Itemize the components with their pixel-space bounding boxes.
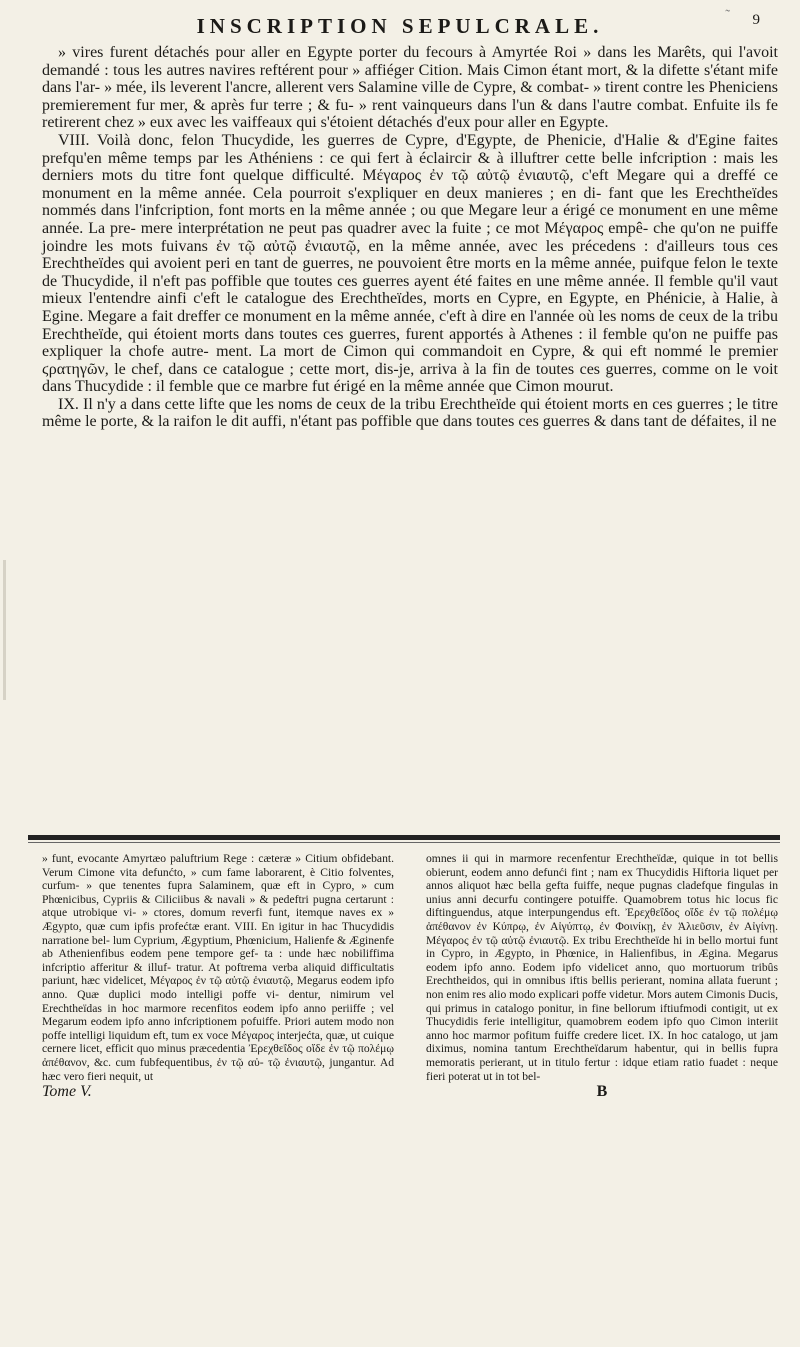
page-edge-shadow: [3, 560, 6, 700]
tome-label: Tome V.: [42, 1083, 92, 1101]
notes-right-text: omnes ii qui in marmore recenfentur Erechtheïdæ, quique in tot bellis obierunt, eodem anno defunći fint ; nam ex Thucydidis Hiftoria liquet per annos aliquot hæc bella gefta fuiffe, neque pugnas cladefque fingulas in unius anni decurfu contingere potuiffe. Quamobrem totus hic locus fic diftinguendus, atque interpungendus eft. Ἐρεχθεΐδος οἵδε ἐν τῷ πολέμῳ ἀπέθανον ἐν Κύπρῳ, ἐν Αἰγύπτῳ, ἐν Φοινίκῃ, ἐν Ἁλιεῦσιν, ἐν Αἰγίνῃ. Μέγαρος ἐν τῷ αὐτῷ ἐνιαυτῷ. Ex tribu Erechtheïde hi in bello mortui funt in Cypro, in Ægypto, in Phœnice, in Halienfibus, in Ægina. Megarus eodem ipfo anno. Eodem ipfo videlicet anno, quo mortuorum tribûs Erechtheidos, qui in omnibus iftis bellis perierant, nomina allata fuerunt ; non enim res alio modo explicari poffe videtur. Mors autem Cimonis Ducis, qui primus in catalogo ponitur, in fine bellorum iftiufmodi contigit, ut ex Thucydidis ferie intelligitur, quamobrem eodem ipfo quo Cimon interiit anno hoc marmor pofitum fuiffe credere licet. IX. In hoc catalogo, ut jam diximus, nomina tantum Erechtheïdarum habentur, qui in bellis fupra memoratis perierant, ut in titulo fertur : idque etiam ratio fuadet : neque fieri poterat ut in tot bel-: [426, 852, 778, 1083]
section-rule-thin: [28, 842, 780, 843]
notes-column-right: [426, 852, 778, 1099]
paragraph-section-viii: VIII. Voilà donc, felon Thucydide, les guerres de Cypre, d'Egypte, de Phenicie, d'Halie & d'Egine faites prefqu'en même temps par les Athéniens : ce qui fert à éclaircir & à illuftrer cette belle infcription : mais les derniers mots du titre font quelque difficulté. Μέγαρος ἐν τῷ αὐτῷ ἐνιαυτῷ, c'eft Megare qui a dreffé ce monument en la même année. Cela pourroit s'expliquer en deux manieres ; en di- fant que les Erechtheïdes nommés dans l'infcription, font morts en la même année ; ou que Megare leur a érigé ce monument en une même année. La pre- mere interprétation ne peut pas quadrer avec la fuite ; ce mot Μέγαρος empê- che qu'on ne puiffe joindre les mots fuivans ἐν τῷ αὐτῷ ἐνιαυτῷ, en la même année, avec les précedens : d'ailleurs tous ces Erechtheïdes qui avoient peri en tant de guerres, ne pouvoient être morts en la même année, puifque felon le texte de Thucydide, il n'eft pas poffible que toutes ces guerres ayent été faites en une même année. Il femble qu'il vaut mieux l'entendre ainfi c'eft le catalogue des Erechtheïdes, morts en Cypre, en Egypte, en Phénicie, à Halie, à Egine. Megare a fait dreffer ce monument en la même année, c'eft à dire en l'année où les noms de ceux de la tribu Erechtheïde, qui étoient morts dans toutes ces guerres, furent apportés à Athenes : il femble qu'on ne puiffe pas expliquer la chofe autre- ment. La mort de Cimon qui commandoit en Cypre, & qui eft nommé le premier ϛρατηγῶν, le chef, dans ce catalogue ; cette mort, dis-je, arriva à la fin de toutes ces guerres, comme on le voit dans Thucydide : il femble que ce marbre fut érigé en la même année que Cimon mourut.: [42, 131, 778, 396]
section-rule: [28, 835, 780, 840]
signature-mark: B: [596, 1083, 608, 1101]
latin-notes: [42, 852, 778, 1099]
main-text-block: [42, 44, 778, 431]
running-head: INSCRIPTION SEPULCRALE.: [196, 14, 604, 38]
corner-mark: ˜: [725, 8, 730, 23]
page-number: 9: [752, 12, 760, 28]
notes-left-text: » funt, evocante Amyrtæo paluftrium Rege : cæteræ » Citium obfidebant. Verum Cimone vita defunćto, » cum fame laborarent, è Citio folventes, curfum- » que tenentes fupra Salaminem, quæ eft in Cypro, » cum Phœnicibus, Cypriis & Ciliciibus & navali » & pedeftri pugna certarunt : atque utrobique vi- » ctores, domum reverfi funt, itemque naves ex » Ægypto, quæ cum ipfis profećtæ erant. VIII. En igitur in hac Thucydidis narratione bel- lum Cyprium, Ægyptium, Phœnicium, Halienfe & Æginenfe ab Athenienfibus eodem pene tempore gef- ta : unde hæc nobiliffima infcriptio afferitur & illuf- tratur. At poftrema verba aliquid difficultatis pariunt, hæc videlicet, Μέγαρος ἐν τῷ αὐτῷ ἐνιαυτῷ, Megarus eodem ipfo anno. Quæ duplici modo intelligi poffe vi- dentur, nimirum vel Erechtheïdas in hoc marmore recenfitos eodem ipfo anno periiffe ; vel Megarum eodem ipfo anno infcriptionem pofuiffe. Priori autem modo non poffe intelligi liquidum eft, tum ex voce Μέγαρος interjećta, quæ, ut cuique cernere licet, efficit quo minus præcedentia Ἐρεχθεΐδος οἵδε ἐν τῷ πολέμῳ ἀπέθανον, &c. cum fubfequentibus, ἐν τῷ αὐ- τῷ ἐνιαυτῷ, jungantur. Ad hæc vero fieri nequit, ut: [42, 852, 394, 1083]
paragraph-section-ix: IX. Il n'y a dans cette lifte que les noms de ceux de la tribu Erechtheïde qui étoient morts en ces guerres ; le titre même le porte, & la raifon le dit auffi, n'étant pas poffible que dans toutes ces guerres & dans tant de défaites, il ne: [42, 395, 778, 431]
paragraph-quotation: » vires furent détachés pour aller en Egypte porter du fecours à Amyrtée Roi » dans les Marêts, qui l'avoit demandé : tous les autres navires reftérent pour » affiéger Cition. Mais Cimon étant mort, & la difette s'étant mife dans l'ar- » mée, ils leverent l'ancre, allerent vers Salamine ville de Cypre, & combat- » tirent contre les Pheniciens premierement fur mer, & après fur terre ; & fu- » rent vainqueurs dans l'un & dans l'autre combat. Enfuite ils fe retirerent chez » eux avec les vaiffeaux qui s'étoient détachés d'eux pour aller en Egypte.: [42, 44, 778, 132]
notes-column-left: [42, 852, 394, 1099]
